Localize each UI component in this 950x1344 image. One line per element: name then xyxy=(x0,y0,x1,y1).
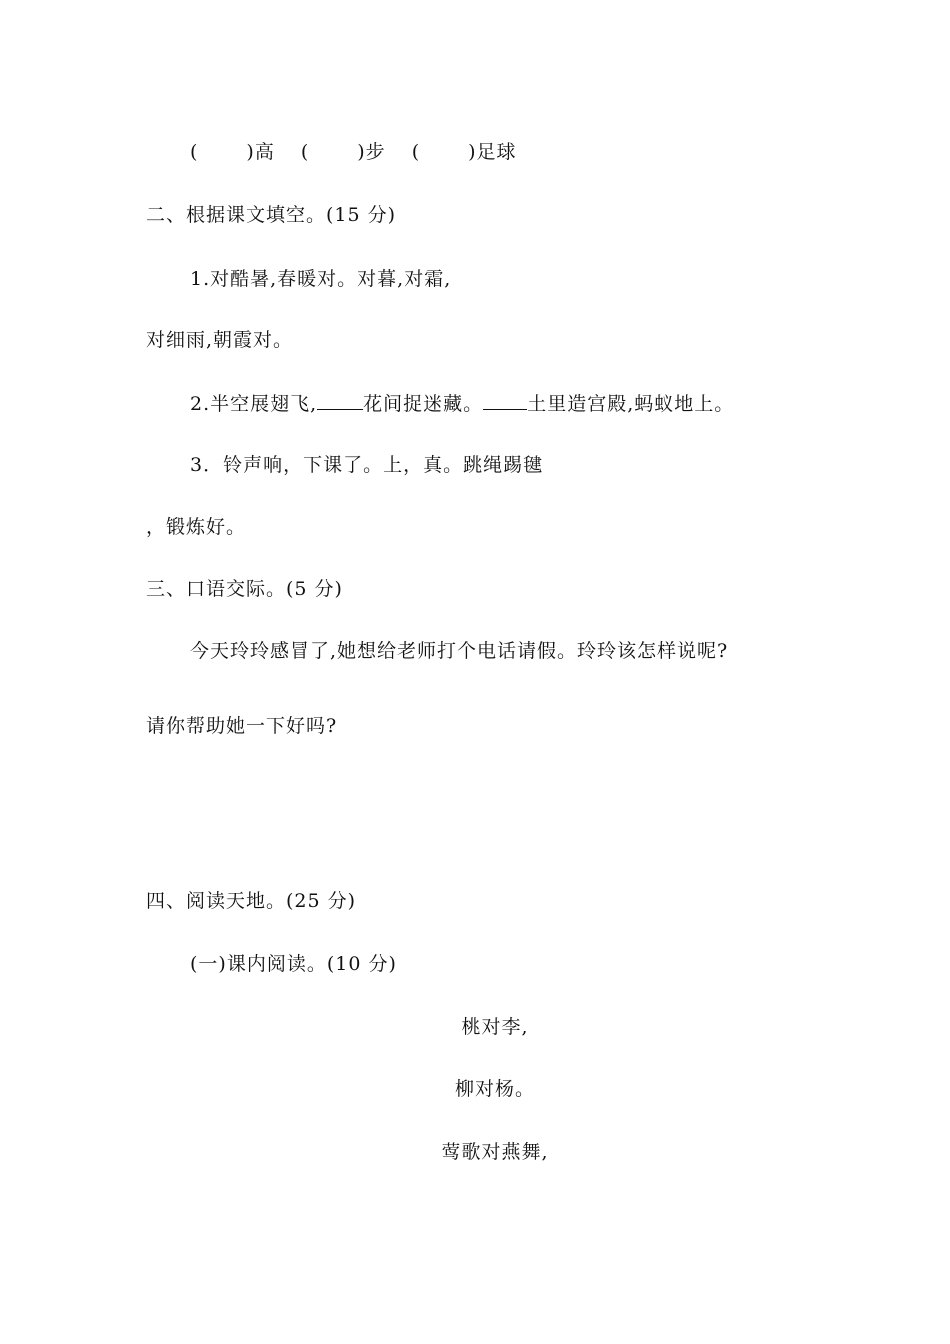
question-2-line xyxy=(190,391,950,416)
question-2-part-2: 花间捉迷藏。 xyxy=(363,393,484,415)
section-4-subheading: (一)课内阅读。(10 分) xyxy=(190,953,397,975)
question-2-part-3: 土里造宫殿,蚂蚁地上。 xyxy=(527,393,735,415)
section-4-heading: 四、阅读天地。(25 分) xyxy=(146,890,357,912)
section-2-heading: 二、根据课文填空。(15 分) xyxy=(146,204,397,226)
paren-close-3: )足球 xyxy=(468,141,517,163)
question-3-line-1: 3．铃声响，下课了。上，真。跳绳踢毽 xyxy=(190,454,544,476)
answer-blank-2[interactable] xyxy=(483,391,527,410)
question-1-line-1: 1.对酷暑,春暖对。对暮,对霜, xyxy=(190,268,452,290)
section-3-paragraph-line-1: 今天玲玲感冒了,她想给老师打个电话请假。玲玲该怎样说呢? xyxy=(190,640,729,662)
paren-open-2: ( xyxy=(300,141,310,163)
fill-parentheses-row xyxy=(190,140,950,164)
question-2-part-1: 2.半空展翅飞, xyxy=(190,393,318,415)
poem-line-1: 桃对李, xyxy=(461,1016,529,1038)
section-3-heading: 三、口语交际。(5 分) xyxy=(146,578,343,600)
paren-close-1: )高 xyxy=(246,141,275,163)
section-3-paragraph-line-2: 请你帮助她一下好吗? xyxy=(146,715,338,737)
paren-open-1: ( xyxy=(190,141,199,163)
question-3-line-2: ，锻炼好。 xyxy=(146,516,247,538)
answer-blank-1[interactable] xyxy=(317,391,363,410)
poem-line-2: 柳对杨。 xyxy=(454,1078,535,1100)
question-1-line-2: 对细雨,朝霞对。 xyxy=(146,329,294,351)
poem-line-3: 莺歌对燕舞, xyxy=(441,1141,549,1163)
paren-open-3: ( xyxy=(411,141,421,163)
paren-close-2: )步 xyxy=(357,141,386,163)
